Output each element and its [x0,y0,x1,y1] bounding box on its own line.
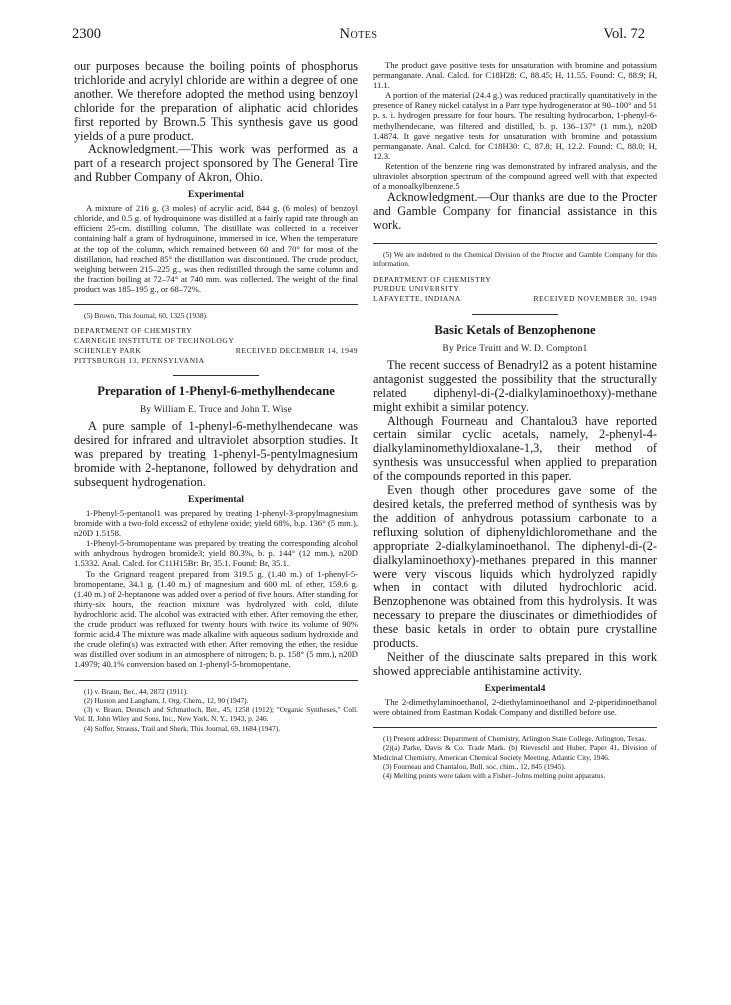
footnote: (4) Soffer, Strauss, Trail and Sherk, This Journal, 69, 1684 (1947). [84,723,281,733]
volume-label: Vol. 72 [603,26,645,42]
footnote: (1) Present address: Department of Chemistry, Arlington State College, Arlington, Texas. [383,733,647,743]
article-paragraph: Even though other procedures gave some of the desired ketals, the preferred method of synthesis was by the addition of anhydrous potassium carbonate to a refluxing solution of diphenyldichloromethane and the appropriate 2-dialkylaminoethanol. The diphenyl-di-(2-dialkylaminoethoxy)-methanes prepared in this manner were very viscous liquids which hydrolyzed rapidly when in contact with diluted hydrochloric acid. Benzophenone was obtained from this hydrolysis. It was necessary to prepare the diuscinates or dimethiodides of these basic ketals in order to obtain pure crystalline products. [373,483,657,651]
page-number: 2300 [72,26,101,42]
article-authors: By Price Truitt and W. D. Compton1 [442,342,588,353]
right-column [373,60,657,780]
experimental-paragraph: 1-Phenyl-5-bromopentane was prepared by treating the corresponding alcohol with anhydrous hydrogen bromide3; yield 80.3%, b. p. 144° (12 mm.), n20D 1.5332. Anal. Calcd. for C11H15Br: Br, 35.1. Found: Br, 35.1. [74,538,358,569]
received-date: RECEIVED DECEMBER 14, 1949 [235,345,358,355]
experimental-paragraph: A portion of the material (24.4 g.) was reduced practically quantitatively in the presence of Raney nickel catalyst in a Parr type hydrogenerator at 90–100° and 51 p. s. i. hydrogen pressure for four hours. The resulting hydrocarbon, 1-phenyl-6-methylhendecane, was filtered and distilled, b. p. 136–137° (1 mm.), n20D 1.4874. It gave negative tests for unsaturation with bromine and potassium permanganate. Anal. Calcd. for C18H30: C, 87.8; H, 12.2. Found: C, 88.0; H, 12.3. [373,90,657,161]
address-line: PURDUE UNIVERSITY [373,284,460,294]
address-block [74,326,358,365]
footnote: (1) v. Braun, Ber., 44, 2872 (1911). [84,686,188,696]
intro-paragraph: our purposes because the boiling points of phosphorus trichloride and acrylyl chloride are within a degree of one another. We therefore adopted the method using benzoyl chloride for the preparation of aliphatic acid chlorides first reported by Brown.5 This synthesis gave us good yields of a pure product. [74,59,358,143]
footnote: (2)(a) Parke, Davis & Co. Trade Mark. (b) Rieveschl and Huber, Paper 41, Division of Medicinal Chemistry, American Chemical Society Meeting, Atlantic City, 1946. [373,743,657,762]
experimental-paragraph: A mixture of 216 g. (3 moles) of acrylic acid, 844 g. (6 moles) of benzoyl chloride, and 0.5 g. of hydroquinone was distilled at a fairly rapid rate through an efficient 25-cm. distilling column. The distillate was collected in a receiver containing half a gram of hydroquinone, immersed in ice. When the temperature at the top of the column, which remained between 60 and 70° for most of the distillation, had reached 85° the distillation was discontinued. The crude product, weighing between 215–225 g., was then redistilled through the same column and the fraction boiling at 72–74° at 740 mm. was collected. The weight of the final product was 185–195 g., or 68–72%. [74,203,358,294]
article-paragraph: A pure sample of 1-phenyl-6-methylhendecane was desired for infrared and ultraviolet absorption studies. It was prepared by treating 1-phenyl-5-pentylmagnesium bromide with 2-heptanone, followed by dehydration and subsequent hydrogenation. [74,419,358,490]
article-paragraph: Neither of the diuscinate salts prepared in this work showed appreciable antihistamine activity. [373,649,657,678]
article-title: Basic Ketals of Benzophenone [434,322,596,337]
acknowledgment-paragraph: Acknowledgment.—This work was performed as a part of a research project sponsored by The General Tire and Rubber Company of Akron, Ohio. [74,142,358,185]
left-column [74,60,358,733]
article-paragraph: The recent success of Benadryl2 as a potent histamine antagonist suggested the possibility that the structurally related diphenyl-di-(2-dialkylaminoethoxy)-methane might exhibit a similar potency. [373,357,657,414]
experimental-paragraph: 1-Phenyl-5-pentanol1 was prepared by treating 1-phenyl-3-propylmagnesium bromide with a two-fold excess2 of ethylene oxide; yield 68%, b.p. 136° (5 mm.), n20D 1.5158. [74,508,358,539]
address-line: LAFAYETTE, INDIANA [373,294,461,304]
section-divider [472,314,558,315]
experimental-paragraph: Retention of the benzene ring was demonstrated by infrared analysis, and the ultraviolet absorption spectrum of the compound agreed well with that expected of a monoalkylbenzene.5 [373,160,657,192]
footnote-rule [373,727,657,728]
article-paragraph: Although Fourneau and Chantalou3 have reported certain similar cyclic acetals, namely, 2-phenyl-4-dialkylaminomethyldioxalane-1,3, their method of synthesis was unsuccessful when applied to preparation of the compounds reported in this paper. [373,413,657,484]
address-line: SCHENLEY PARK [74,345,142,355]
footnote: (3) Fourneau and Chantalou, Bull. soc. chim., 12, 845 (1945). [383,761,566,771]
address-line: PITTSBURGH 13, PENNSYLVANIA [74,355,205,365]
footnote: (5) Brown, This Journal, 60, 1325 (1938). [84,311,208,320]
footnote: (4) Melting points were taken with a Fisher–Johns melting point apparatus. [383,771,606,781]
article-title: Preparation of 1-Phenyl-6-methylhendecane [97,384,335,399]
address-line: CARNEGIE INSTITUTE OF TECHNOLOGY [74,336,235,346]
experimental-paragraph: To the Grignard reagent prepared from 319.5 g. (1.40 m.) of 1-phenyl-5-bromopentane, 34.1 g. (1.40 m.) of magnesium and 600 ml. of ether, 159.6 g. (1.40 m.) of 2-heptanone was added over a period of five hours. After standing for thirty-six hours, the reaction mixture was hydrolyzed with cold, dilute hydrochloric acid. The alcohol was extracted with ether. After removing the ether, the crude product was refluxed for twenty hours with twice its volume of 90% formic acid.4 The mixture was made alkaline with aqueous sodium hydroxide and the crude olefin(s) was extracted with ether. After removing the ether, the residue was distilled over sodium in an atmosphere of nitrogen; b. p. 158° (5 mm.), n20D 1.4979; 40.1% conversion based on 1-phenyl-5-bromopentane. [74,568,358,670]
experimental-heading: Experimental4 [484,682,546,694]
experimental-paragraph: The product gave positive tests for unsaturation with bromine and potassium permanganate. Anal. Calcd. for C18H28: C, 88.45; H, 11.55. Found: C, 88.9; H, 11.1. [373,60,657,91]
journal-section: Notes [339,26,378,42]
footnote: (5) We are indebted to the Chemical Division of the Procter and Gamble Company for this information. [373,249,657,269]
footnote: (2) Huston and Langham, J. Org. Chem., 12, 90 (1947). [84,695,249,705]
address-line: DEPARTMENT OF CHEMISTRY [373,274,492,284]
footnote-rule [74,304,358,305]
section-divider [173,375,259,376]
experimental-paragraph: The 2-dimethylaminoethanol, 2-diethylaminoethanol and 2-piperidinoethanol were obtained from Eastman Kodak Company and distilled before use. [373,696,657,717]
experimental-heading: Experimental [188,494,244,506]
footnote: (3) v. Braun, Deutsch and Schmatloch, Ber., 45, 1258 (1912); "Organic Syntheses," Coll. Vol. II, John Wiley and Sons, Inc., New York, N. Y., 1943, p. 246. [74,705,358,724]
address-block [373,275,657,304]
footnote-rule [74,680,358,681]
experimental-heading: Experimental [188,189,244,201]
received-date: RECEIVED NOVEMBER 30, 1949 [533,294,657,304]
running-header [72,26,645,46]
footnote-rule [373,243,657,244]
acknowledgment-paragraph: Acknowledgment.—Our thanks are due to the Procter and Gamble Company for financial assistance in this work. [373,190,657,233]
article-authors: By William E. Truce and John T. Wise [139,404,293,415]
address-line: DEPARTMENT OF CHEMISTRY [74,326,193,336]
